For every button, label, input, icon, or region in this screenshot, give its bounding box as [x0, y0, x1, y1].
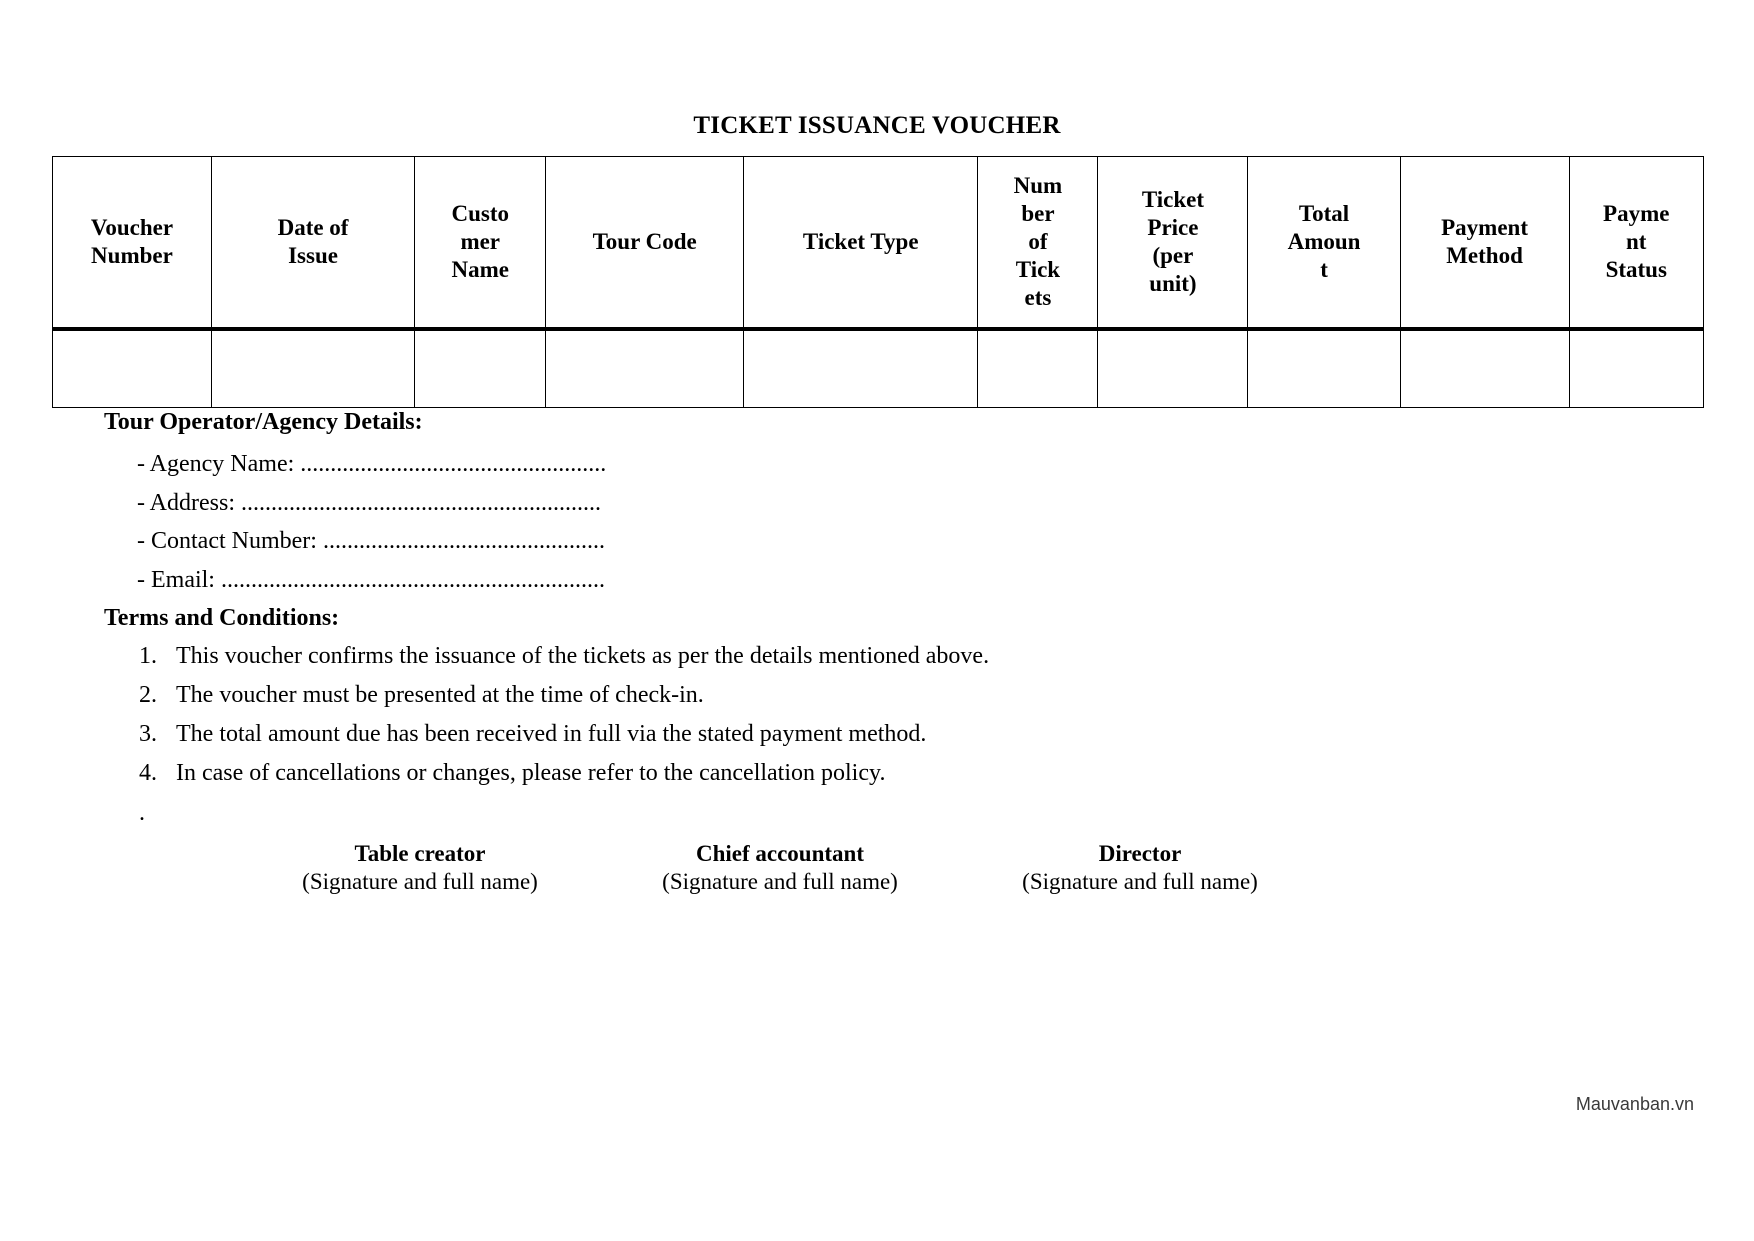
header-line: nt [1626, 228, 1647, 254]
header-line: Ticket Type [802, 228, 919, 254]
trailing-dot: . [139, 800, 145, 826]
signature-column [240, 840, 600, 896]
table-cell-payment-status[interactable] [1569, 329, 1704, 408]
signature-role: Director [1098, 841, 1182, 866]
header-line: Method [1446, 243, 1523, 268]
column-header-number-of-tickets [978, 157, 1098, 330]
signature-subtitle: (Signature and full name) [302, 869, 538, 895]
table-row [53, 329, 1704, 408]
term-number: 3. [139, 721, 157, 747]
agency-address-label: - Address: [137, 490, 235, 516]
header-line: Ticket [1141, 186, 1205, 212]
term-item [139, 643, 989, 670]
table-cell-voucher-number[interactable] [53, 329, 212, 408]
header-line: Price [1147, 214, 1199, 240]
term-item [139, 682, 704, 709]
footer-watermark: Mauvanban.vn [1575, 1094, 1694, 1114]
column-header-ticket-type [744, 157, 978, 330]
header-line: Custo [451, 200, 509, 226]
header-line: Date of [277, 214, 349, 240]
header-line: t [1320, 257, 1328, 283]
term-number: 4. [139, 760, 157, 786]
signature-column [600, 840, 960, 896]
column-header-total-amount [1248, 157, 1400, 330]
signature-block [240, 840, 1320, 896]
signature-column [960, 840, 1320, 896]
agency-email-label: - Email: [137, 567, 215, 593]
table-header-row [53, 157, 1704, 330]
header-line: Amoun [1287, 228, 1361, 254]
header-line: Payment [1441, 214, 1528, 240]
table-cell-ticket-price[interactable] [1098, 329, 1248, 408]
header-line: ets [1024, 285, 1052, 311]
agency-email-field[interactable] [137, 567, 605, 594]
term-text: This voucher confirms the issuance of the tickets as per the details mentioned above. [176, 643, 990, 669]
header-line: unit) [1149, 271, 1197, 297]
header-line: Payme [1603, 200, 1670, 226]
table-cell-date-of-issue[interactable] [211, 329, 414, 408]
agency-name-dots: ................................................... [300, 451, 607, 477]
header-line: mer [460, 228, 501, 254]
agency-email-dots: ................................................................ [220, 567, 605, 593]
column-header-voucher-number [53, 157, 212, 330]
header-line: Number [91, 243, 173, 268]
agency-address-dots: ............................................................ [241, 490, 601, 516]
header-line: Status [1605, 257, 1667, 283]
table-cell-customer-name[interactable] [415, 329, 546, 408]
header-line: of [1028, 228, 1048, 254]
table-cell-total-amount[interactable] [1248, 329, 1400, 408]
signature-subtitle: (Signature and full name) [662, 869, 898, 895]
term-item [139, 721, 926, 748]
term-text: In case of cancellations or changes, please refer to the cancellation policy. [176, 760, 886, 786]
voucher-table [52, 156, 1704, 408]
header-line: Tour Code [592, 228, 697, 254]
term-text: The voucher must be presented at the time of check-in. [176, 682, 704, 708]
column-header-ticket-price [1098, 157, 1248, 330]
term-text: The total amount due has been received in full via the stated payment method. [176, 721, 927, 747]
column-header-tour-code [546, 157, 744, 330]
header-line: Total [1298, 200, 1350, 226]
table-cell-number-of-tickets[interactable] [978, 329, 1098, 408]
header-line: Name [451, 257, 509, 283]
header-line: ber [1021, 200, 1055, 226]
agency-name-field[interactable] [137, 451, 606, 478]
column-header-payment-status [1569, 157, 1704, 330]
agency-details-heading: Tour Operator/Agency Details: [104, 409, 423, 435]
signature-subtitle: (Signature and full name) [1022, 869, 1258, 895]
page-title: TICKET ISSUANCE VOUCHER [693, 112, 1061, 139]
term-item [139, 760, 885, 787]
header-line: (per [1152, 243, 1194, 268]
terms-conditions-heading: Terms and Conditions: [104, 605, 340, 631]
agency-contact-dots: ............................................... [322, 528, 605, 554]
column-header-customer-name [415, 157, 546, 330]
column-header-payment-method [1400, 157, 1569, 330]
agency-name-label: - Agency Name: [137, 451, 295, 477]
header-line: Tick [1015, 257, 1061, 283]
signature-role: Table creator [354, 841, 486, 866]
header-line: Issue [288, 243, 338, 268]
header-line: Num [1013, 172, 1063, 198]
table-cell-tour-code[interactable] [546, 329, 744, 408]
table-cell-ticket-type[interactable] [744, 329, 978, 408]
agency-address-field[interactable] [137, 490, 601, 517]
term-number: 2. [139, 682, 157, 708]
header-line: Voucher [90, 214, 174, 240]
column-header-date-of-issue [211, 157, 414, 330]
table-cell-payment-method[interactable] [1400, 329, 1569, 408]
agency-contact-label: - Contact Number: [137, 528, 317, 554]
signature-role: Chief accountant [695, 841, 865, 866]
agency-contact-field[interactable] [137, 528, 605, 555]
term-number: 1. [139, 643, 157, 669]
